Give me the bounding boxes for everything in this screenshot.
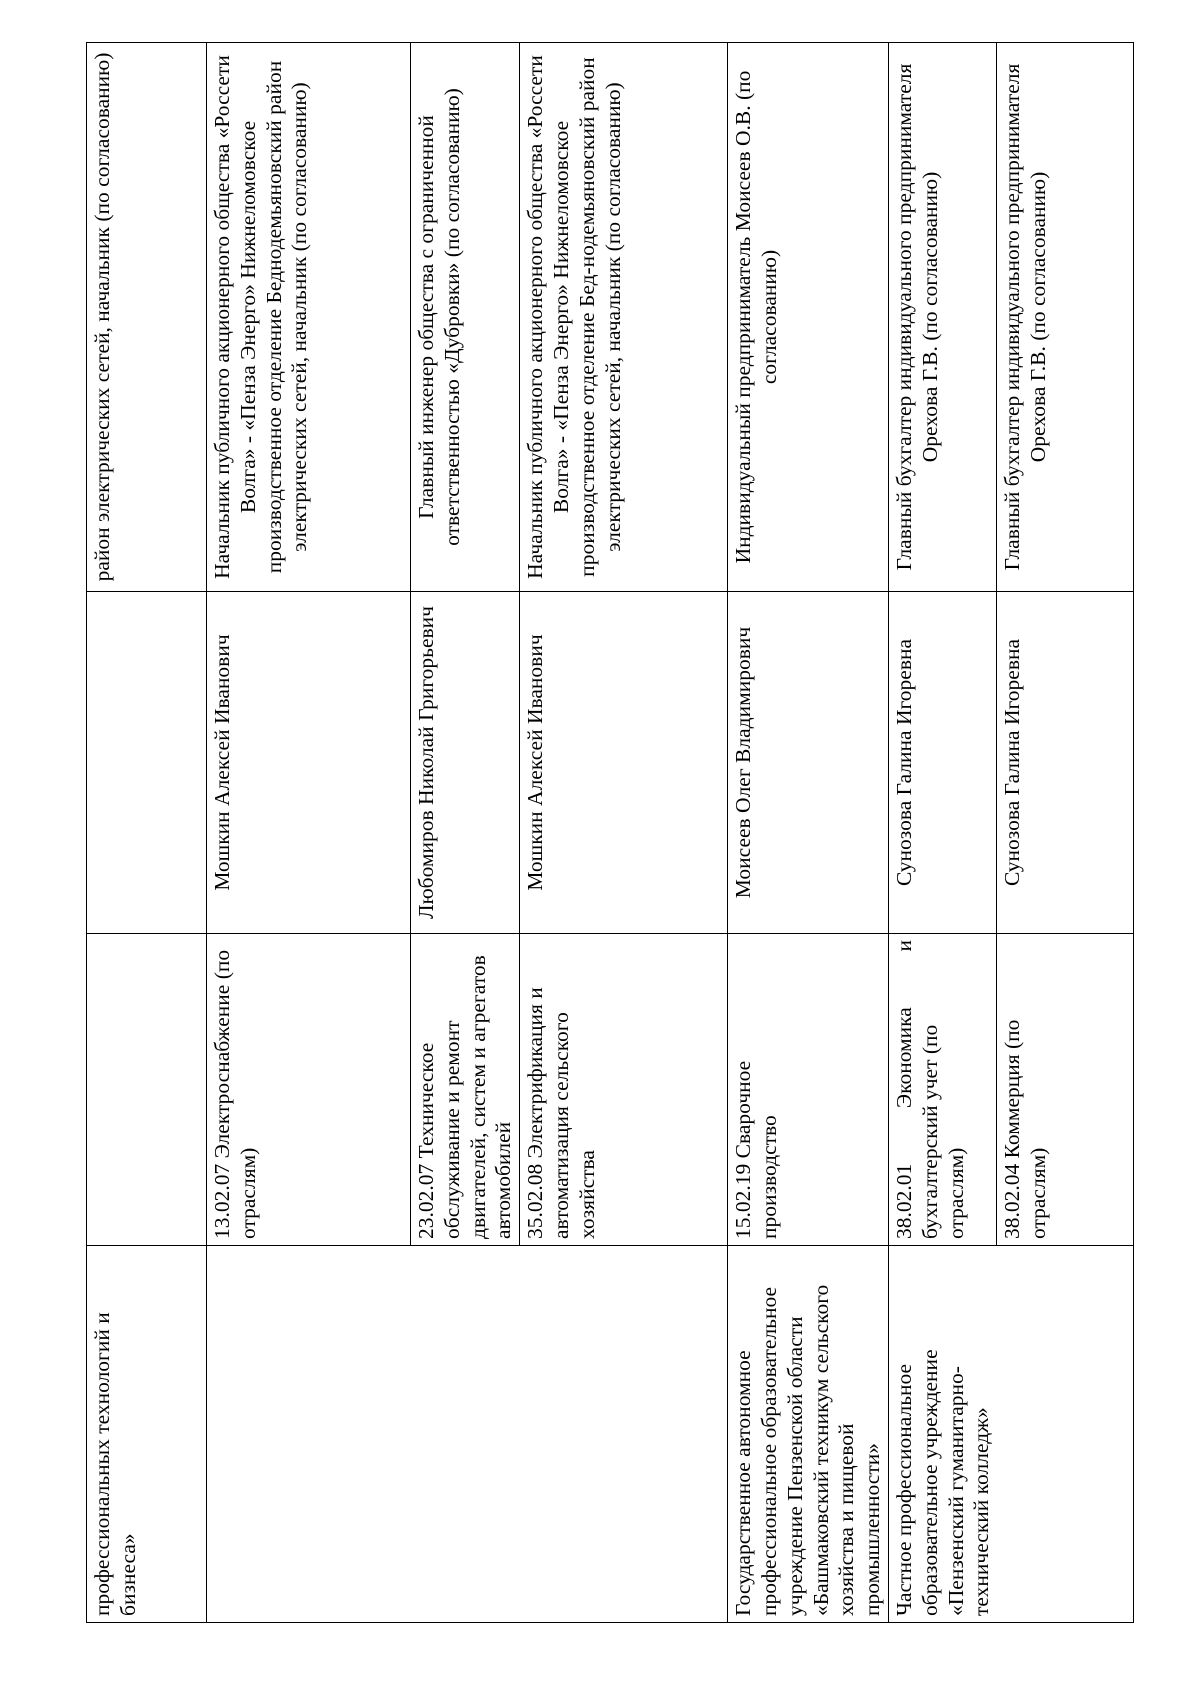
person-cell: Сунозова Галина Игоревна <box>996 592 1133 934</box>
specialty-cell: 23.02.07 Техническое обслуживание и ремонт двигателей, систем и агрегатов автомобилей <box>411 934 520 1246</box>
position-cell: Главный бухгалтер индивидуального предпринимателя Орехова Г.В. (по согласованию) <box>996 43 1133 592</box>
specialty-conj: и <box>891 940 916 952</box>
table-row <box>728 43 889 1623</box>
specialty-cell <box>87 934 207 1246</box>
table-row <box>207 43 411 1623</box>
position-cell: Начальник публичного акционерного общества «Россети Волга» - «Пенза Энерго» Нижнеломовское производственное отделение Беднодемьяновский район электрических сетей, начальник (по согласованию) <box>207 43 411 592</box>
person-cell: Мошкин Алексей Иванович <box>520 592 728 934</box>
specialty-cell: 13.02.07 Электроснабжение (по отраслям) <box>207 934 411 1246</box>
position-cell: Индивидуальный предприниматель Моисеев О.В. (по согласованию) <box>728 43 889 592</box>
organization-cell: Государственное автономное профессиональное образовательное учреждение Пензенской области «Башмаковский техникум сельского хозяйства и пищевой промышленности» <box>728 1246 889 1623</box>
specialty-cell: 38.02.04 Коммерция (по отраслям) <box>996 934 1133 1246</box>
commission-table <box>86 42 1134 1623</box>
specialty-cell: 15.02.19 Сварочное производство <box>728 934 889 1246</box>
organization-cell: профессиональных технологий и бизнеса» <box>87 1246 207 1623</box>
person-cell: Моисеев Олег Владимирович <box>728 592 889 934</box>
person-cell: Любомиров Николай Григорьевич <box>411 592 520 934</box>
person-cell: Сунозова Галина Игоревна <box>888 592 996 934</box>
specialty-cell <box>888 934 996 1246</box>
specialty-first-line <box>892 940 918 1239</box>
person-cell: Мошкин Алексей Иванович <box>207 592 411 934</box>
specialty-word: Экономика <box>891 1007 916 1109</box>
specialty-rest: бухгалтерский учет (по отраслям) <box>917 1024 968 1239</box>
organization-cell: Частное профессиональное образовательное учреждение «Пензенский гуманитарно-технический колледж» <box>888 1246 1133 1623</box>
table-row <box>87 43 207 1623</box>
rotated-page-content <box>86 43 1121 1623</box>
organization-cell <box>207 1246 728 1623</box>
specialty-code: 38.02.01 <box>891 1163 916 1239</box>
position-cell: Главный бухгалтер индивидуального предпринимателя Орехова Г.В. (по согласованию) <box>888 43 996 592</box>
table-row <box>888 43 996 1623</box>
position-cell: Главный инженер общества с ограниченной ответственностью «Дубровки» (по согласованию) <box>411 43 520 592</box>
position-cell: район электрических сетей, начальник (по согласованию) <box>87 43 207 592</box>
specialty-cell: 35.02.08 Электрификация и автоматизация сельского хозяйства <box>520 934 728 1246</box>
person-cell <box>87 592 207 934</box>
position-cell: Начальник публичного акционерного общества «Россети Волга» - «Пенза Энерго» Нижнеломовское производственное отделение Бед-нодемьяновский район электрических сетей, начальник (по согласованию) <box>520 43 728 592</box>
